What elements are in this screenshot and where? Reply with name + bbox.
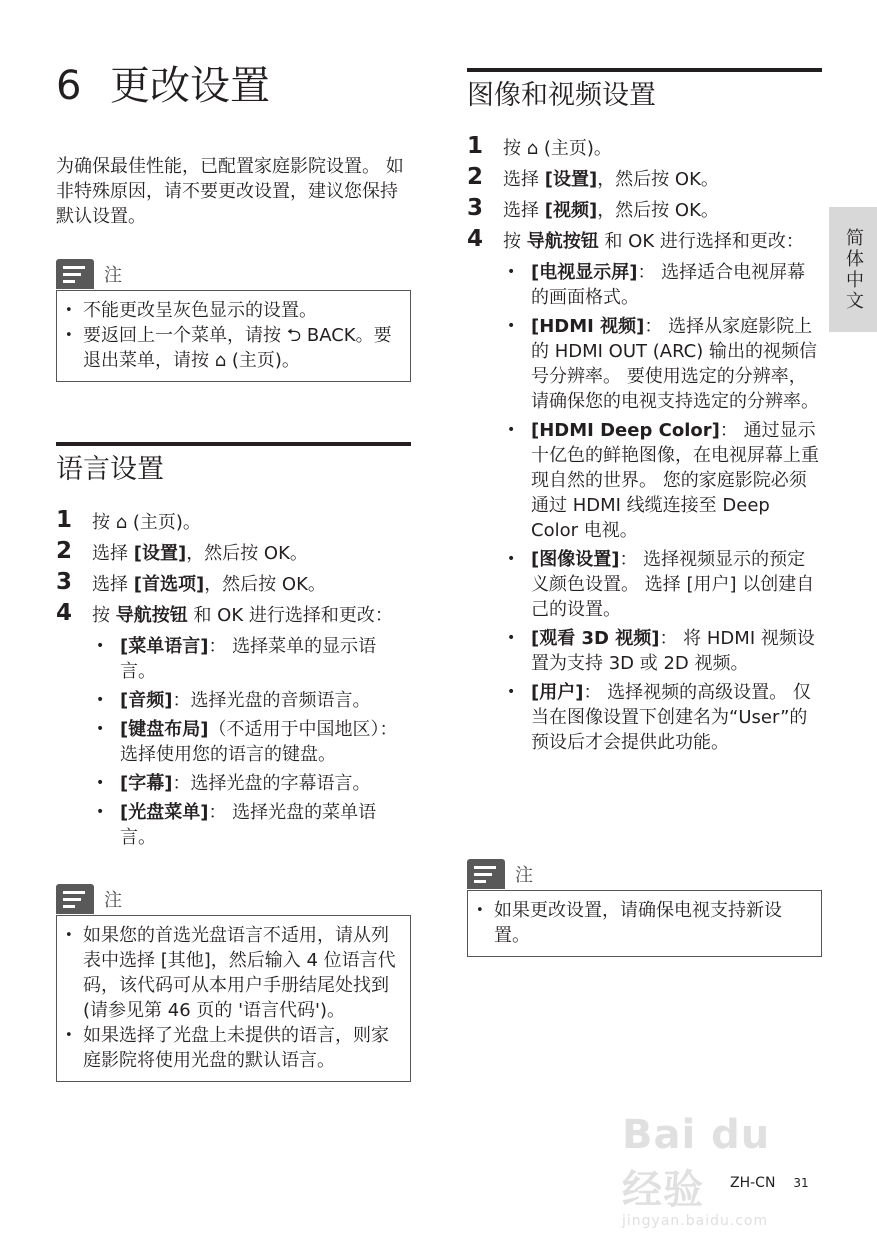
- list-item: • [光盘菜单]： 选择光盘的菜单语言。: [92, 800, 411, 850]
- step: 3 选择 [首选项]，然后按 OK。: [56, 569, 326, 595]
- section-title-language: 语言设置: [56, 442, 411, 490]
- list-item: • [HDMI Deep Color]： 通过显示十亿色的鲜艳图像，在电视屏幕上重现自然的世界。 您的家庭影院必须通过 HDMI 线缆连接至 Deep Color 电视。: [503, 418, 822, 543]
- step: 2 选择 [设置]，然后按 OK。: [56, 538, 308, 564]
- language-side-tab: [829, 207, 877, 332]
- list-item: • [图像设置]： 选择视频显示的预定义颜色设置。 选择 [用户] 以创建自己的设置。: [503, 547, 822, 622]
- video-steps: [467, 133, 822, 761]
- list-item: • [电视显示屏]： 选择适合电视屏幕的画面格式。: [503, 260, 822, 310]
- note-item: • 如果选择了光盘上未提供的语言，则家庭影院将使用光盘的默认语言。: [65, 1023, 400, 1073]
- note-item: • 要返回上一个菜单，请按 ⮌ BACK。要退出菜单，请按 ⌂ (主页)。: [65, 323, 400, 373]
- video-options: [503, 260, 822, 755]
- step: 3 选择 [视频]，然后按 OK。: [467, 195, 719, 221]
- page-footer: [730, 1175, 809, 1191]
- note-box-general: [56, 258, 411, 382]
- chapter-title: [56, 58, 270, 114]
- list-item: • [用户]： 选择视频的高级设置。 仅当在图像设置下创建名为“User”的预设后才会提供此功能。: [503, 680, 822, 755]
- language-options: [92, 634, 411, 850]
- note-box-language: [56, 883, 411, 1082]
- watermark-logo: Bai du 经验: [622, 1112, 771, 1213]
- note-icon: [467, 859, 505, 889]
- intro-paragraph: 为确保最佳性能，已配置家庭影院设置。 如非特殊原因，请不要更改设置，建议您保持默认设置。: [56, 156, 404, 227]
- footer-language: ZH-CN: [730, 1175, 776, 1191]
- list-item: • [菜单语言]： 选择菜单的显示语言。: [92, 634, 411, 684]
- step: 4 按 导航按钮 和 OK 进行选择和更改： • [菜单语言]： 选择菜单的显示语言。 • [音频]：选择光盘的音频语言。 • [键盘布局]（不适用于中国地区）：选择使用您的语言的键盘。 • [字幕]：选择光盘的字幕语言。 • [光盘菜单]： 选择光盘的菜单语言。: [56, 603, 411, 850]
- note-item: • 如果您的首选光盘语言不适用，请从列表中选择 [其他]，然后输入 4 位语言代码，该代码可从本用户手册结尾处找到 (请参见第 46 页的 '语言代码')。: [65, 923, 400, 1023]
- step: 4 按 导航按钮 和 OK 进行选择和更改： • [电视显示屏]： 选择适合电视屏幕的画面格式。 • [HDMI 视频]： 选择从家庭影院上的 HDMI OUT (ARC) 输出的视频信号分辨率。 要使用选定的分辨率，请确保您的电视支持选定的分辨率。 • [HDMI Deep Color]： 通过显示十亿色的鲜艳图像，在电视屏幕上重现自然的世界。 您的家庭影院必须通过 HDMI 线缆连接至 Deep Color 电视。 • [图像设置]： 选择视频显示的预定义颜色设置。 选择 [用户] 以创建自己的设置。 • [观看 3D 视频]： 将 HDMI 视频设置为支持 3D 或 2D 视频。 • [用户]： 选择视频的高级设置。 仅当在图像设置下创建名为“User”的预设后才会提供此功能。: [467, 229, 822, 755]
- chapter-title-text: 更改设置: [110, 63, 270, 109]
- note-item: • 不能更改呈灰色显示的设置。: [65, 298, 400, 323]
- side-tab-label: 简体中文: [843, 227, 864, 312]
- list-item: • [音频]：选择光盘的音频语言。: [92, 688, 411, 713]
- watermark-url: jingyan.baidu.com: [622, 1213, 769, 1229]
- list-item: • [键盘布局]（不适用于中国地区）：选择使用您的语言的键盘。: [92, 717, 411, 767]
- page-number: 31: [793, 1176, 809, 1190]
- note-icon: [56, 884, 94, 914]
- note-box-video: [467, 858, 822, 957]
- note-icon: [56, 259, 94, 289]
- step: 1 按 ⌂ (主页)。: [56, 507, 201, 533]
- note-label: 注: [515, 865, 533, 886]
- list-item: • [HDMI 视频]： 选择从家庭影院上的 HDMI OUT (ARC) 输出的视频信号分辨率。 要使用选定的分辨率，请确保您的电视支持选定的分辨率。: [503, 314, 822, 414]
- list-item: • [字幕]：选择光盘的字幕语言。: [92, 771, 411, 796]
- note-label: 注: [104, 265, 122, 286]
- step: 2 选择 [设置]，然后按 OK。: [467, 164, 719, 190]
- step: 1 按 ⌂ (主页)。: [467, 133, 612, 159]
- section-title-video: 图像和视频设置: [467, 68, 822, 116]
- note-label: 注: [104, 890, 122, 911]
- note-item: • 如果更改设置，请确保电视支持新设置。: [476, 898, 811, 948]
- chapter-number: 6: [56, 63, 82, 109]
- list-item: • [观看 3D 视频]： 将 HDMI 视频设置为支持 3D 或 2D 视频。: [503, 626, 822, 676]
- language-steps: [56, 507, 411, 856]
